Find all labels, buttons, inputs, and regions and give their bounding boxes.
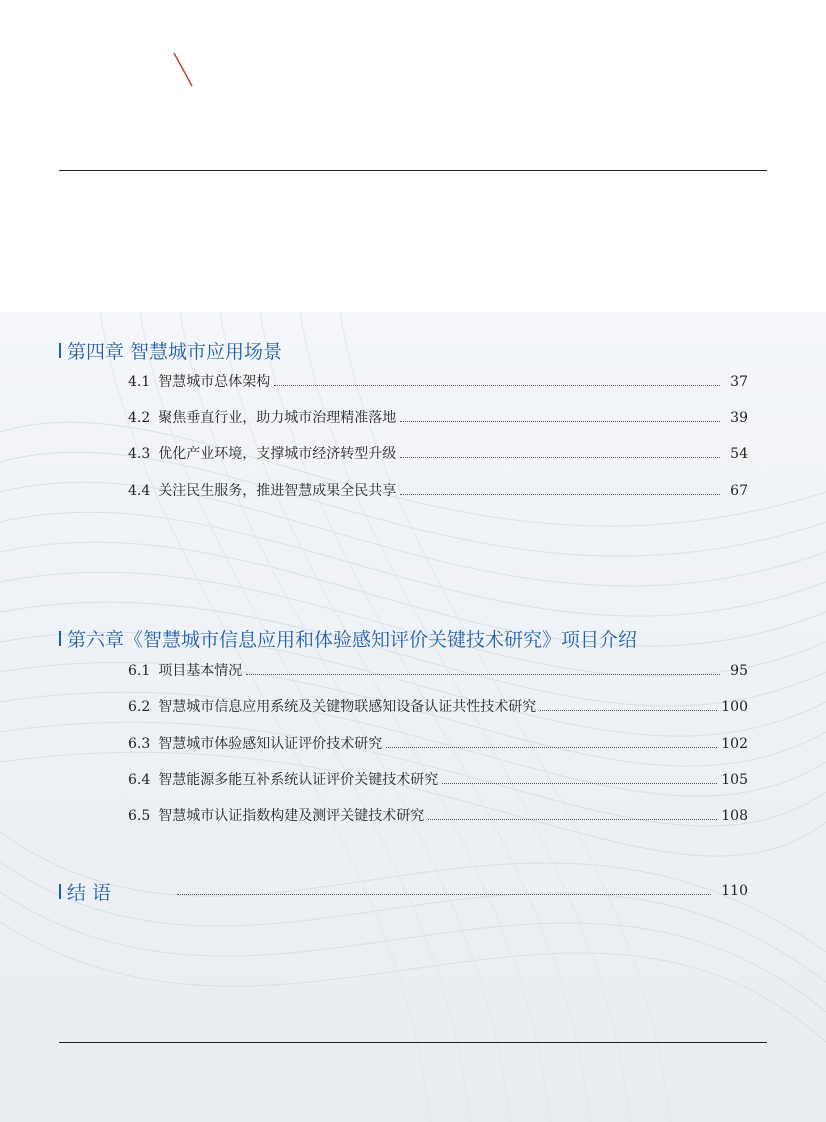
- entry-page: 100: [721, 699, 748, 715]
- leader-dots: [400, 421, 720, 422]
- entry-number: 4.3: [128, 446, 151, 462]
- entry-title: 优化产业环境，支撑城市经济转型升级: [158, 446, 397, 462]
- toc-entry[interactable]: [128, 371, 748, 393]
- leader-dots: [540, 710, 717, 711]
- entry-number: 6.5: [128, 808, 151, 824]
- leader-dots: [428, 819, 717, 820]
- entry-title: 智慧城市认证指数构建及测评关键技术研究: [158, 808, 425, 824]
- entry-page: 95: [730, 663, 748, 679]
- chapter-6-title: 第六章《智慧城市信息应用和体验感知评价关键技术研究》项目介绍: [67, 629, 638, 651]
- entry-title: 智慧城市体验感知认证评价技术研究: [158, 736, 383, 752]
- bottom-divider: [59, 1042, 767, 1043]
- entry-number: 4.1: [128, 374, 151, 390]
- entry-number: 6.3: [128, 736, 151, 752]
- toc-entry[interactable]: [128, 769, 748, 791]
- entry-number: 6.2: [128, 699, 151, 715]
- leader-dots: [246, 674, 720, 675]
- entry-page: 39: [730, 410, 748, 426]
- entry-page: 67: [730, 483, 748, 499]
- chapter-marker-icon: [59, 631, 61, 646]
- entry-title: 智慧城市信息应用系统及关键物联感知设备认证共性技术研究: [158, 699, 537, 715]
- entry-page: 105: [721, 772, 748, 788]
- entry-page: 54: [730, 446, 748, 462]
- leader-dots: [177, 894, 711, 895]
- entry-number: 4.2: [128, 410, 151, 426]
- entry-title: 智慧城市总体架构: [158, 374, 271, 390]
- toc-entry[interactable]: [128, 407, 748, 429]
- toc-entry[interactable]: [128, 480, 748, 502]
- entry-page: 108: [721, 808, 748, 824]
- toc-entry[interactable]: [128, 696, 748, 718]
- entry-title: 关注民生服务，推进智慧成果全民共享: [158, 483, 397, 499]
- entry-number: 4.4: [128, 483, 151, 499]
- toc-entry[interactable]: [128, 660, 748, 682]
- leader-dots: [442, 783, 717, 784]
- leader-dots: [400, 494, 720, 495]
- conclusion-entry[interactable]: [59, 878, 748, 904]
- top-divider: [59, 170, 767, 171]
- toc-entry[interactable]: [128, 805, 748, 827]
- entry-title: 聚焦垂直行业，助力城市治理精准落地: [158, 410, 397, 426]
- leader-dots: [400, 457, 720, 458]
- toc-entry[interactable]: [128, 443, 748, 465]
- entry-page: 37: [730, 374, 748, 390]
- entry-number: 6.1: [128, 663, 151, 679]
- chapter-marker-icon: [59, 884, 61, 899]
- conclusion-title: 结语: [67, 881, 118, 904]
- entry-title: 项目基本情况: [158, 663, 243, 679]
- red-slash-mark: [172, 52, 196, 88]
- chapter-6-heading[interactable]: [59, 625, 637, 652]
- conclusion-heading: [59, 878, 117, 905]
- toc-entry[interactable]: [128, 733, 748, 755]
- leader-dots: [386, 747, 717, 748]
- chapter-4-heading[interactable]: [59, 337, 282, 364]
- entry-title: 智慧能源多能互补系统认证评价关键技术研究: [158, 772, 439, 788]
- conclusion-page: 110: [721, 883, 748, 899]
- entry-number: 6.4: [128, 772, 151, 788]
- chapter-4-title: 第四章 智慧城市应用场景: [67, 341, 283, 363]
- chapter-marker-icon: [59, 343, 61, 358]
- leader-dots: [274, 385, 720, 386]
- entry-page: 102: [721, 736, 748, 752]
